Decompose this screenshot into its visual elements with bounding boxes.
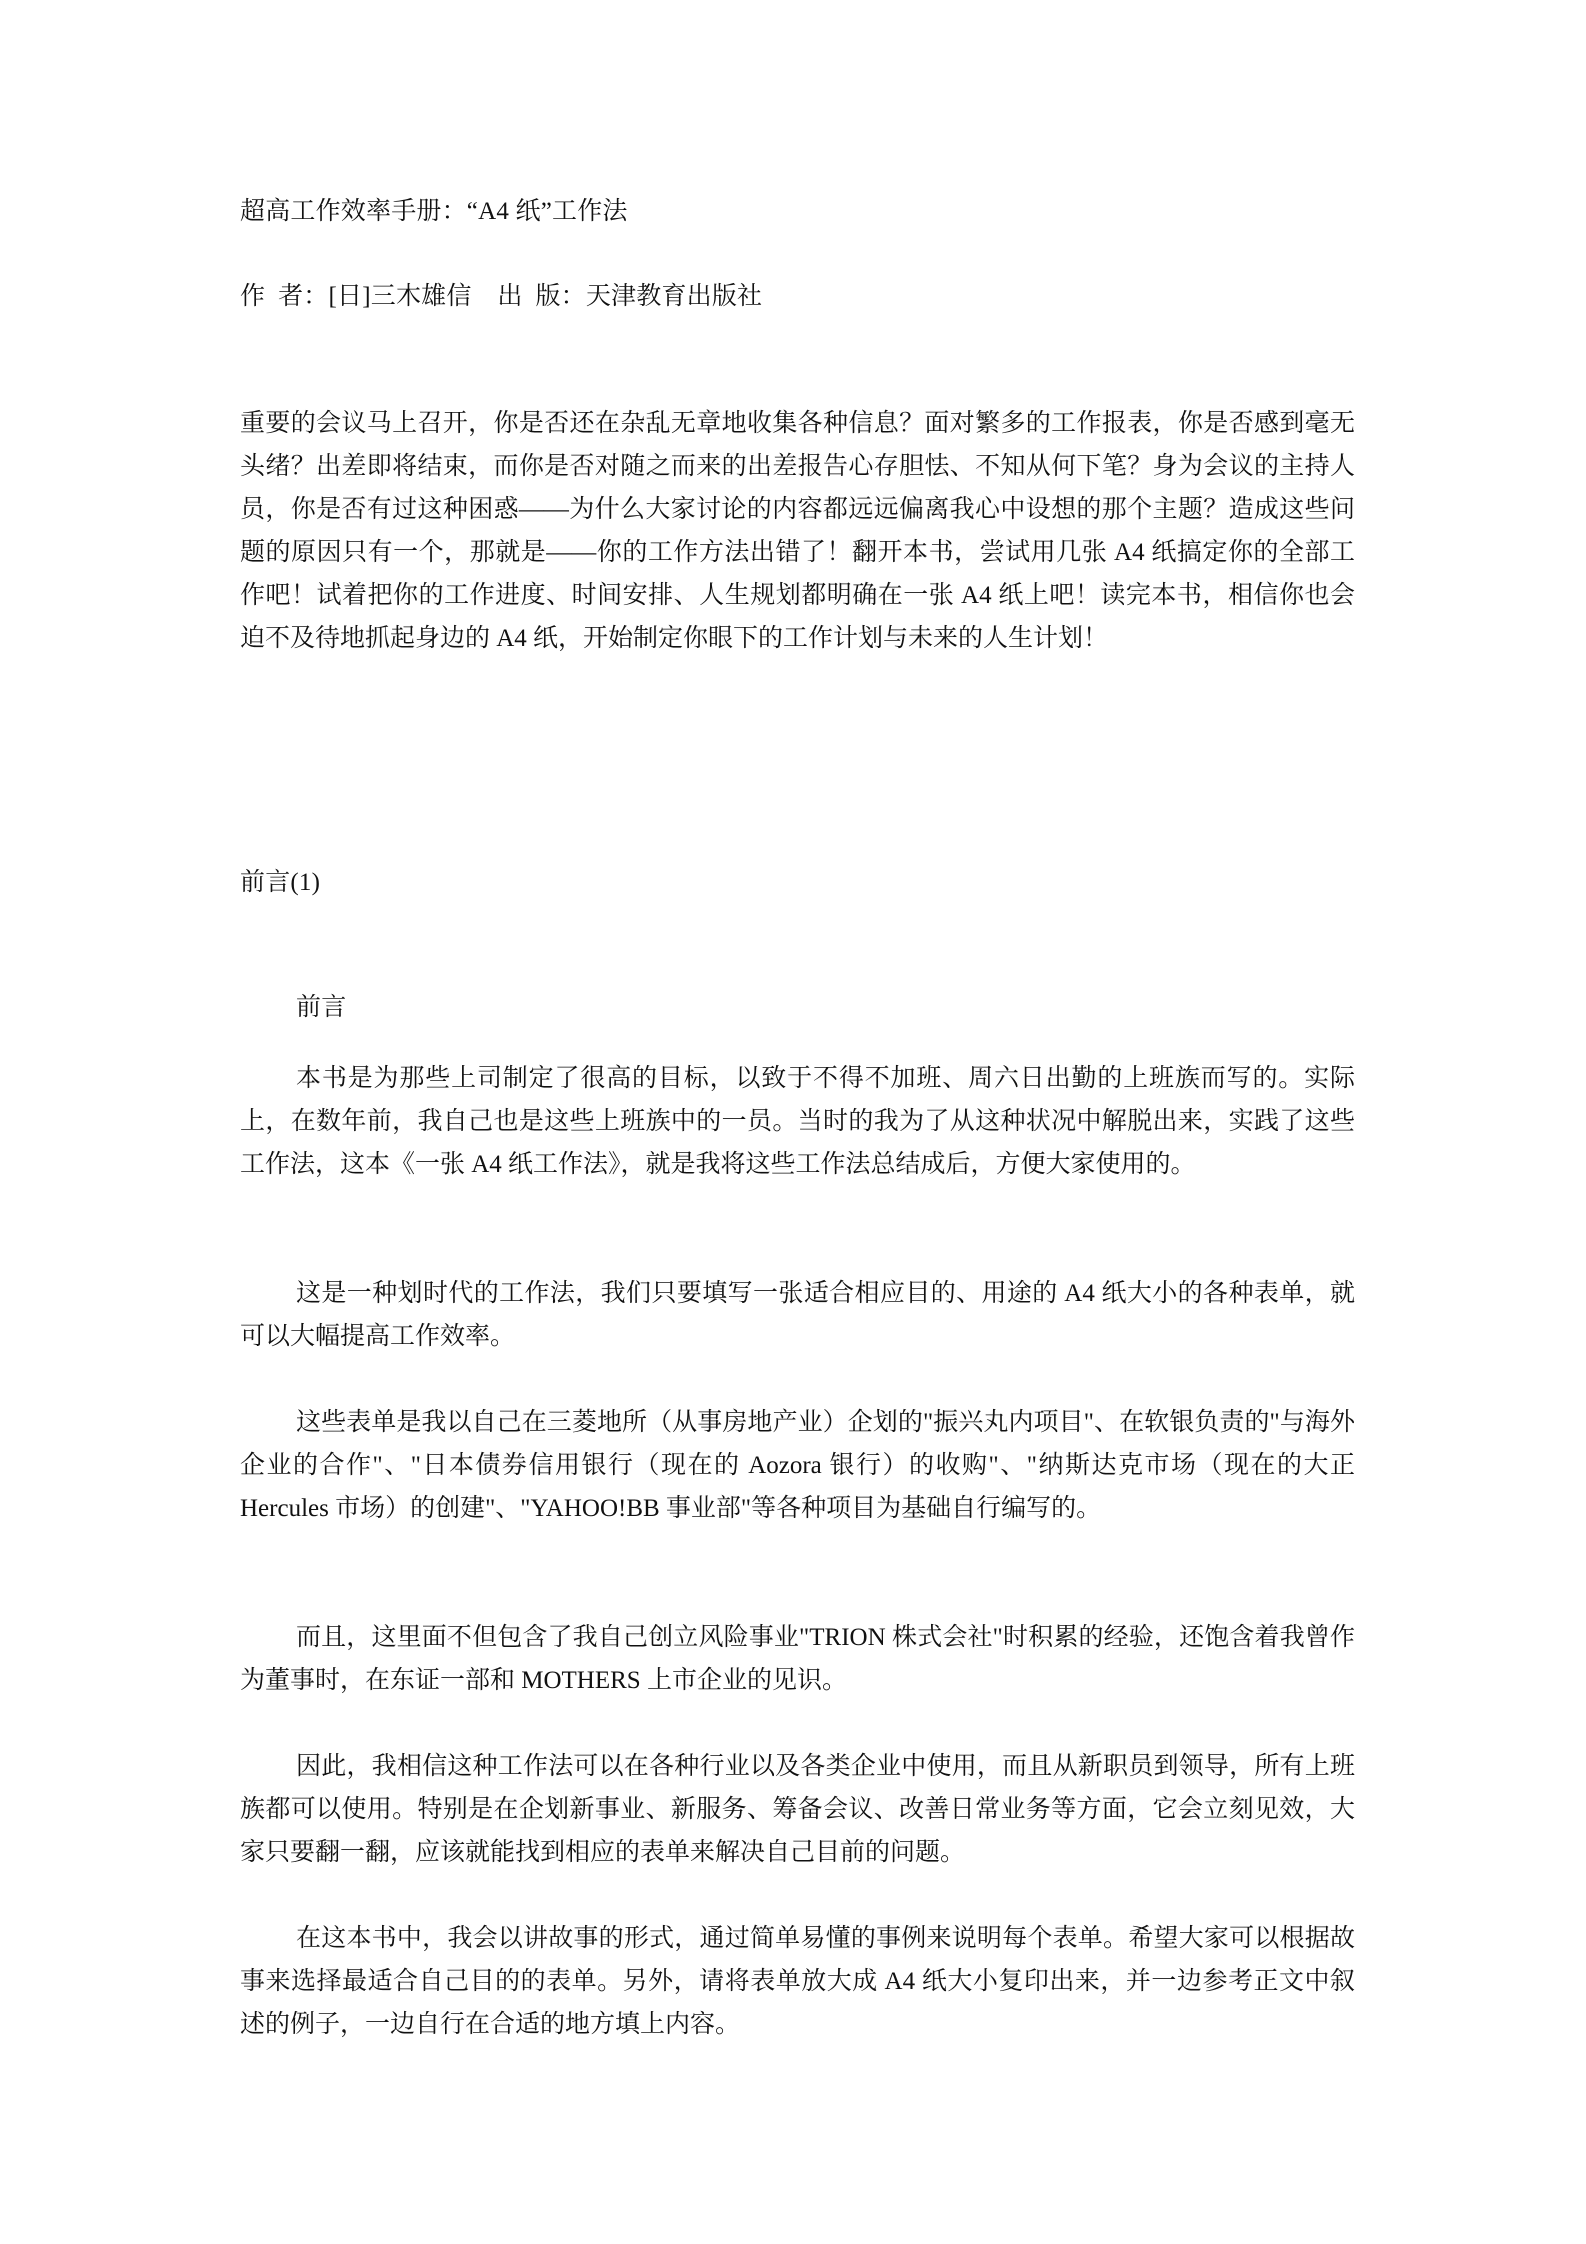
body-paragraph: 这些表单是我以自己在三菱地所（从事房地产业）企划的"振兴丸内项目"、在软银负责的"与海外企业的合作"、"日本债券信用银行（现在的 Aozora 银行）的收购"、"纳斯达克市场（现在的大正 Hercules 市场）的创建"、"YAHOO!BB 事业部"等各种项目为基础自行编写的。 xyxy=(240,1409,1355,1522)
section-subheading: 前言 xyxy=(296,994,347,1021)
body-paragraph: 本书是为那些上司制定了很高的目标，以致于不得不加班、周六日出勤的上班族而写的。实际上，在数年前，我自己也是这些上班族中的一员。当时的我为了从这种状况中解脱出来，实践了这些工作法，这本《一张 A4 纸工作法》，就是我将这些工作法总结成后，方便大家使用的。 xyxy=(240,1065,1355,1178)
author-publisher-line: 作 者：[日]三木雄信 出 版：天津教育出版社 xyxy=(240,283,763,310)
body-paragraph: 而且，这里面不但包含了我自己创立风险事业"TRION 株式会社"时积累的经验，还饱含着我曾作为董事时，在东证一部和 MOTHERS 上市企业的见识。 xyxy=(240,1624,1355,1694)
synopsis-paragraph: 重要的会议马上召开，你是否还在杂乱无章地收集各种信息？面对繁多的工作报表，你是否感到毫无头绪？出差即将结束，而你是否对随之而来的出差报告心存胆怯、不知从何下笔？身为会议的主持人员，你是否有过这种困惑——为什么大家讨论的内容都远远偏离我心中设想的那个主题？造成这些问题的原因只有一个，那就是——你的工作方法出错了！翻开本书，尝试用几张 A4 纸搞定你的全部工作吧！试着把你的工作进度、时间安排、人生规划都明确在一张 A4 纸上吧！读完本书，相信你也会迫不及待地抓起身边的 A4 纸，开始制定你眼下的工作计划与未来的人生计划！ xyxy=(240,410,1355,652)
body-paragraph: 因此，我相信这种工作法可以在各种行业以及各类企业中使用，而且从新职员到领导，所有上班族都可以使用。特别是在企划新事业、新服务、筹备会议、改善日常业务等方面，它会立刻见效，大家只要翻一翻，应该就能找到相应的表单来解决自己目前的问题。 xyxy=(240,1753,1355,1866)
section-heading: 前言(1) xyxy=(240,869,321,896)
body-paragraph: 这是一种划时代的工作法，我们只要填写一张适合相应目的、用途的 A4 纸大小的各种表单，就可以大幅提高工作效率。 xyxy=(240,1280,1355,1350)
body-paragraph: 在这本书中，我会以讲故事的形式，通过简单易懂的事例来说明每个表单。希望大家可以根据故事来选择最适合自己目的的表单。另外，请将表单放大成 A4 纸大小复印出来，并一边参考正文中叙述的例子，一边自行在合适的地方填上内容。 xyxy=(240,1925,1355,2038)
book-title: 超高工作效率手册：“A4 纸”工作法 xyxy=(240,198,628,225)
